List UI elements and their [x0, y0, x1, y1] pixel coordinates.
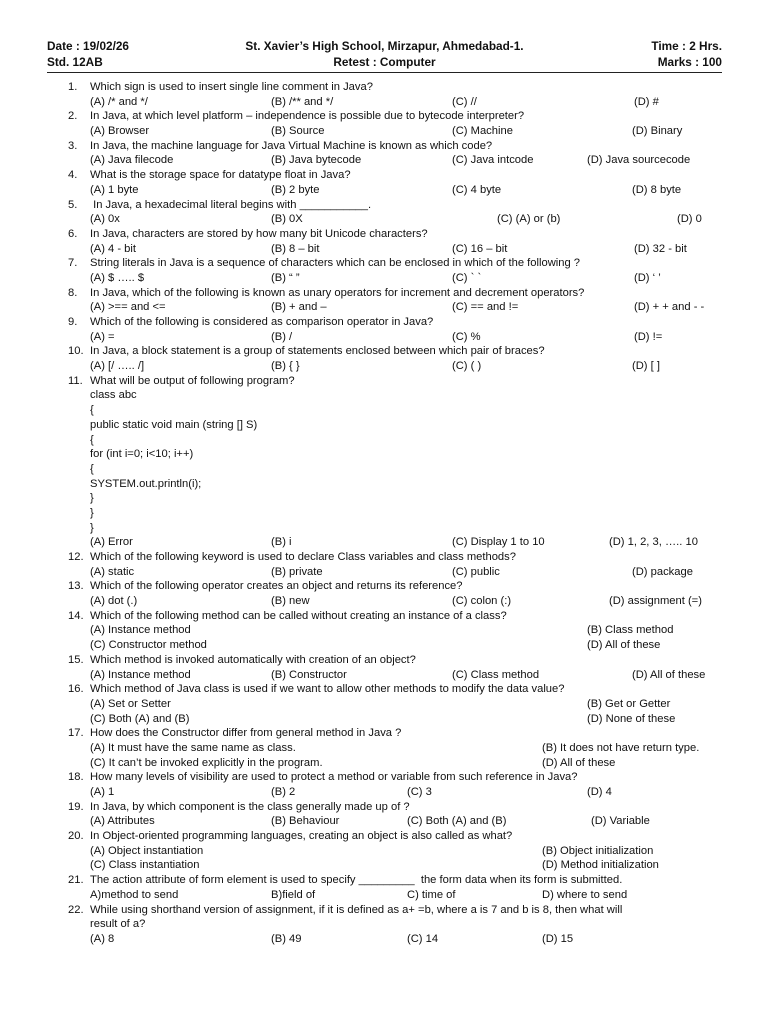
question-number: 9. [68, 316, 78, 328]
answer-option: (C) public [452, 565, 500, 578]
code-line: class abc [90, 389, 137, 402]
answer-option: (C) colon (:) [452, 595, 512, 608]
answer-option: (A) 1 byte [90, 183, 139, 196]
question-item [58, 198, 726, 227]
question-number: 20. [68, 830, 84, 843]
answer-option: (A) dot (.) [90, 595, 138, 608]
question-item [58, 579, 726, 608]
question-text: Which sign is used to insert single line comment in Java? [90, 81, 373, 93]
question-text: What will be output of following program? [90, 374, 295, 387]
answer-option: (B) 2 [271, 786, 296, 798]
question-number: 21. [68, 874, 84, 887]
answer-option: (B) Object initialization [542, 844, 654, 857]
answer-option: (A) static [90, 565, 135, 578]
question-text: Which method of Java class is used if we want to allow other methods to modify the data value? [90, 683, 565, 696]
answer-option: (D) [ ] [632, 360, 660, 373]
exam-title: Retest : Computer [333, 55, 436, 69]
question-number: 18. [68, 771, 84, 784]
question-number: 12. [68, 551, 84, 563]
code-line: } [90, 506, 94, 519]
standard: Std. 12AB [47, 55, 103, 69]
question-item [58, 829, 726, 873]
options-row [90, 638, 726, 653]
answer-option: (A) Instance method [90, 668, 191, 681]
question-text: Which of the following method can be called without creating an instance of a class? [90, 609, 507, 622]
answer-option: (B) It does not have return type. [542, 741, 700, 754]
answer-option: (B) /** and */ [271, 95, 334, 108]
answer-option: (D) 8 byte [632, 183, 682, 196]
answer-option: (D) 15 [542, 932, 574, 945]
question-number: 15. [68, 653, 84, 666]
answer-option: (A) 8 [90, 932, 115, 945]
code-line: { [90, 462, 94, 475]
code-line: { [90, 404, 94, 417]
question-item [58, 609, 726, 653]
answer-option: C) time of [407, 888, 456, 901]
options-row [90, 712, 726, 727]
answer-option: (D) All of these [542, 756, 616, 769]
answer-option: (C) Class method [452, 668, 540, 681]
answer-option: (C) (A) or (b) [497, 213, 561, 226]
exam-time: Time : 2 Hrs. [651, 39, 722, 53]
code-line: } [90, 492, 94, 505]
code-line: } [90, 521, 94, 534]
options-row [90, 300, 726, 315]
question-text: Which of the following operator creates an object and returns its reference? [90, 580, 463, 593]
answer-option: (A) Set or Setter [90, 697, 171, 710]
answer-option: (D) 0 [677, 213, 702, 226]
school-name: St. Xavier’s High School, Mirzapur, Ahmedabad-1. [245, 39, 524, 53]
question-number: 4. [68, 169, 78, 182]
options-row [90, 594, 726, 609]
question-number: 16. [68, 683, 84, 696]
question-item [58, 903, 726, 947]
answer-option: (B) 0X [271, 213, 303, 226]
answer-option: (C) Constructor method [90, 639, 207, 652]
answer-option: (B) new [271, 595, 310, 608]
options-row [90, 814, 726, 829]
answer-option: (A) $ ….. $ [90, 271, 145, 284]
answer-option: (C) 3 [407, 786, 432, 798]
answer-option: (B) + and – [271, 301, 327, 314]
question-number: 2. [68, 110, 78, 123]
answer-option: (A) /* and */ [90, 95, 148, 108]
question-item [58, 227, 726, 256]
answer-option: A)method to send [90, 888, 179, 901]
question-item [58, 374, 726, 550]
header-row-2 [47, 55, 722, 73]
question-text: Which method is invoked automatically with creation of an object? [90, 653, 416, 666]
answer-option: (A) 0x [90, 213, 120, 226]
question-text: The action attribute of form element is used to specify _________ the form data when its form is submitted. [90, 874, 623, 887]
options-row [90, 785, 726, 800]
answer-option: (C) 16 – bit [452, 242, 508, 255]
answer-option: (A) Instance method [90, 624, 191, 637]
answer-option: (A) Java filecode [90, 154, 174, 167]
options-row [90, 668, 726, 683]
answer-option: (D) + + and - - [634, 301, 705, 314]
answer-option: (A) = [90, 330, 115, 343]
question-number: 8. [68, 286, 78, 299]
options-row [90, 697, 726, 712]
options-row [90, 359, 726, 374]
question-item [58, 80, 726, 109]
header-row-1 [47, 39, 722, 55]
answer-option: (C) % [452, 330, 481, 343]
question-number: 3. [68, 139, 78, 152]
answer-option: (D) assignment (=) [609, 595, 702, 608]
answer-option: (B) 8 – bit [271, 242, 320, 255]
answer-option: (D) 1, 2, 3, ….. 10 [609, 536, 698, 549]
answer-option: (B) “ ” [271, 271, 300, 284]
question-number: 19. [68, 800, 84, 813]
answer-option: (C) == and != [452, 301, 519, 314]
answer-option: (B) Behaviour [271, 815, 340, 828]
answer-option: (B) 49 [271, 932, 302, 945]
answer-option: (A) Browser [90, 125, 150, 138]
question-number: 11. [68, 374, 83, 387]
question-number: 14. [68, 609, 84, 622]
answer-option: (D) ‘ ’ [634, 271, 661, 284]
code-line: for (int i=0; i<10; i++) [90, 448, 194, 461]
question-item [58, 682, 726, 726]
answer-option: (C) Both (A) and (B) [90, 712, 190, 725]
options-row [90, 565, 726, 580]
question-number: 1. [68, 81, 78, 93]
answer-option: (A) >== and <= [90, 301, 166, 314]
code-line: public static void main (string [] S) [90, 418, 258, 431]
question-item [58, 770, 726, 799]
answer-option: (B) Class method [587, 624, 674, 637]
question-text: String literals in Java is a sequence of characters which can be enclosed in which of the following ? [90, 257, 581, 270]
question-text: While using shorthand version of assignment, if it is defined as a+ =b, where a is 7 and b is 8, then what will [90, 903, 623, 916]
question-text: In Java, characters are stored by how many bit Unicode characters? [90, 227, 428, 240]
question-text: In Java, at which level platform – independence is possible due to bytecode interpreter? [90, 110, 525, 123]
options-row [90, 242, 726, 257]
answer-option: (B) { } [271, 360, 300, 373]
code-line: SYSTEM.out.println(i); [90, 477, 202, 490]
options-row [90, 183, 726, 198]
answer-option: (C) 4 byte [452, 183, 502, 196]
answer-option: (C) 14 [407, 932, 439, 945]
options-row [90, 535, 726, 550]
answer-option: (A) Object instantiation [90, 844, 204, 857]
question-text: Which of the following is considered as comparison operator in Java? [90, 316, 434, 328]
answer-option: (A) Error [90, 536, 133, 549]
question-text: How many levels of visibility are used to protect a method or variable from such reference in Java? [90, 771, 578, 784]
answer-option: (A) 1 [90, 786, 115, 798]
answer-option: (D) Method initialization [542, 859, 659, 872]
answer-option: (C) // [452, 95, 477, 108]
question-text: In Java, a block statement is a group of statements enclosed between which pair of braces? [90, 345, 545, 358]
options-row [90, 741, 726, 756]
options-row [90, 153, 726, 168]
answer-option: (D) 32 - bit [634, 242, 687, 255]
answer-option: (D) All of these [632, 668, 706, 681]
answer-option: (D) All of these [587, 639, 661, 652]
question-item [58, 653, 726, 682]
answer-option: (D) package [632, 565, 693, 578]
question-item [58, 550, 726, 579]
options-row [90, 330, 726, 345]
question-list [58, 80, 726, 947]
question-item [58, 344, 726, 373]
answer-option: (C) ` ` [452, 271, 482, 284]
answer-option: (D) None of these [587, 712, 676, 725]
answer-option: (D) Variable [591, 815, 650, 828]
question-item [58, 139, 726, 168]
question-item [58, 109, 726, 138]
question-item [58, 873, 726, 902]
question-item [58, 800, 726, 829]
answer-option: (A) 4 - bit [90, 242, 137, 255]
answer-option: (A) [/ ….. /] [90, 360, 145, 373]
options-row [90, 844, 726, 859]
answer-option: (B) Java bytecode [271, 154, 362, 167]
question-item [58, 315, 726, 344]
question-text: Which of the following keyword is used to declare Class variables and class methods? [90, 551, 516, 563]
options-row [90, 124, 726, 139]
question-number: 5. [68, 198, 78, 211]
options-row [90, 271, 726, 286]
options-row [90, 756, 726, 771]
question-number: 13. [68, 580, 84, 593]
answer-option: (B) Constructor [271, 668, 347, 681]
question-item [58, 726, 726, 770]
question-item [58, 286, 726, 315]
answer-option: (C) ( ) [452, 360, 482, 373]
options-row [90, 623, 726, 638]
answer-option: (B) Source [271, 125, 325, 138]
question-text: What is the storage space for datatype float in Java? [90, 169, 351, 182]
answer-option: (A) It must have the same name as class. [90, 741, 296, 754]
question-text: result of a? [90, 918, 146, 931]
answer-option: (D) 4 [587, 786, 612, 798]
answer-option: (C) It can’t be invoked explicitly in the program. [90, 756, 323, 769]
answer-option: (D) != [634, 330, 663, 343]
answer-option: (A) Attributes [90, 815, 155, 828]
question-text: In Java, a hexadecimal literal begins with ___________. [90, 198, 372, 211]
question-number: 10. [68, 345, 84, 358]
code-line: { [90, 433, 94, 446]
answer-option: (C) Machine [452, 125, 513, 138]
total-marks: Marks : 100 [657, 55, 722, 69]
question-number: 7. [68, 257, 78, 270]
question-item [58, 168, 726, 197]
options-row [90, 858, 726, 873]
answer-option: (B) Get or Getter [587, 697, 671, 710]
answer-option: B)field of [271, 888, 316, 901]
options-row [90, 932, 726, 947]
options-row [90, 212, 726, 227]
question-number: 6. [68, 227, 78, 240]
answer-option: (B) i [271, 536, 292, 549]
options-row [90, 95, 726, 110]
answer-option: (C) Both (A) and (B) [407, 815, 507, 828]
answer-option: (D) # [634, 95, 659, 108]
options-row [90, 888, 726, 903]
question-text: In Java, the machine language for Java Virtual Machine is known as which code? [90, 139, 493, 152]
answer-option: (B) 2 byte [271, 183, 320, 196]
question-number: 17. [68, 727, 84, 740]
question-text: In Java, which of the following is known as unary operators for increment and decrement operators? [90, 286, 585, 299]
answer-option: (C) Java intcode [452, 154, 534, 167]
answer-option: (B) / [271, 330, 293, 343]
question-text: How does the Constructor differ from general method in Java ? [90, 727, 402, 740]
question-item [58, 256, 726, 285]
exam-date: Date : 19/02/26 [47, 39, 129, 53]
answer-option: (C) Display 1 to 10 [452, 536, 545, 549]
answer-option: (C) Class instantiation [90, 859, 200, 872]
answer-option: (B) private [271, 565, 323, 578]
answer-option: (D) Binary [632, 125, 683, 138]
question-number: 22. [68, 903, 84, 916]
question-text: In Object-oriented programming languages, creating an object is also called as what? [90, 830, 513, 843]
answer-option: D) where to send [542, 888, 628, 901]
answer-option: (D) Java sourcecode [587, 154, 691, 167]
question-text: In Java, by which component is the class generally made up of ? [90, 800, 410, 813]
